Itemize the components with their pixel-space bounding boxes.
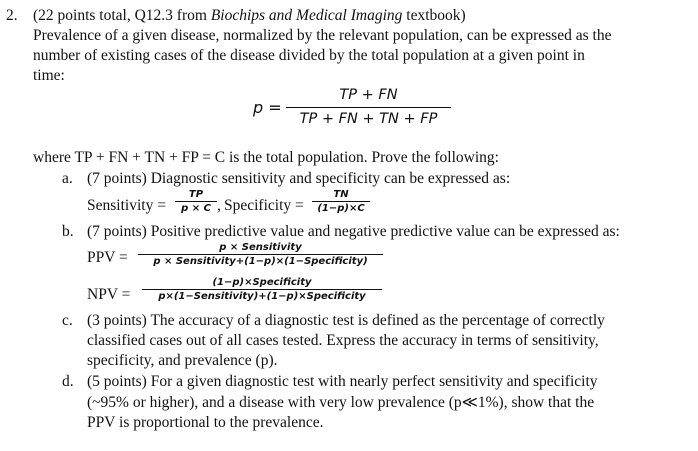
part-d-line-1: (5 points) For a given diagnostic test with nearly perfect sensitivity and specificity: [87, 373, 598, 390]
source-suffix: textbook): [402, 7, 466, 24]
prevalence-fraction: [286, 86, 451, 128]
ppv-fraction: [138, 242, 383, 267]
part-c-line-1: (3 points) The accuracy of a diagnostic test is defined as the percentage of correctly: [87, 312, 605, 329]
part-c-marker: c.: [62, 312, 73, 329]
intro-line-2: number of existing cases of the disease divided by the total population at a given point in: [33, 47, 585, 64]
ppv-label: PPV =: [87, 249, 128, 266]
part-a-text: (7 points) Diagnostic sensitivity and specificity can be expressed as:: [87, 170, 511, 187]
fraction-bar: [312, 201, 370, 202]
comma: ,: [217, 197, 221, 214]
npv-numerator: (1−p)×Specificity: [212, 277, 312, 288]
part-c-line-2: classified cases out of all cases tested. Express the accuracy in terms of sensitivity,: [87, 332, 599, 349]
intro-line-3: time:: [33, 67, 65, 84]
npv-denominator: p×(1−Sensitivity)+(1−p)×Specificity: [158, 291, 366, 302]
specificity-numerator: TN: [333, 189, 349, 200]
part-b-marker: b.: [62, 223, 74, 240]
formula-lhs: p =: [253, 98, 282, 117]
specificity-label: Specificity =: [224, 197, 304, 214]
specificity-fraction: [312, 189, 370, 214]
source-book-title: Biochips and Medical Imaging: [210, 7, 403, 24]
part-d-marker: d.: [62, 373, 74, 390]
part-c-line-3: specificity, and prevalence (p).: [87, 352, 278, 369]
prevalence-denominator: TP + FN + TN + FP: [299, 111, 438, 127]
sensitivity-numerator: TP: [188, 189, 204, 200]
npv-fraction: [142, 277, 382, 302]
specificity-denominator: (1−p)×C: [317, 203, 365, 214]
problem-number: 2.: [6, 7, 18, 24]
npv-label: NPV =: [87, 286, 131, 303]
fraction-bar: [175, 201, 217, 202]
fraction-bar: [138, 254, 383, 255]
problem-source: [33, 6, 466, 26]
source-prefix: (22 points total, Q12.3 from: [33, 7, 211, 24]
intro-line-1: Prevalence of a given disease, normalized by the relevant population, can be expressed as the: [33, 27, 612, 44]
sensitivity-denominator: p × C: [181, 203, 211, 214]
part-a-marker: a.: [62, 170, 73, 187]
prevalence-numerator: TP + FN: [339, 87, 398, 103]
part-d-line-2: (~95% or higher), and a disease with very low prevalence (p≪1%), show that the: [87, 394, 595, 411]
part-d-line-3: PPV is proportional to the prevalence.: [87, 414, 324, 431]
part-b-text: (7 points) Positive predictive value and negative predictive value can be expressed as:: [87, 223, 620, 240]
fraction-bar: [142, 289, 382, 290]
sensitivity-label: Sensitivity =: [87, 197, 166, 214]
ppv-denominator: p × Sensitivity+(1−p)×(1−Specificity): [153, 256, 368, 267]
where-line: where TP + FN + TN + FP = C is the total population. Prove the following:: [33, 149, 499, 166]
ppv-numerator: p × Sensitivity: [219, 242, 302, 253]
sensitivity-fraction: [175, 189, 217, 214]
fraction-bar: [286, 107, 451, 108]
